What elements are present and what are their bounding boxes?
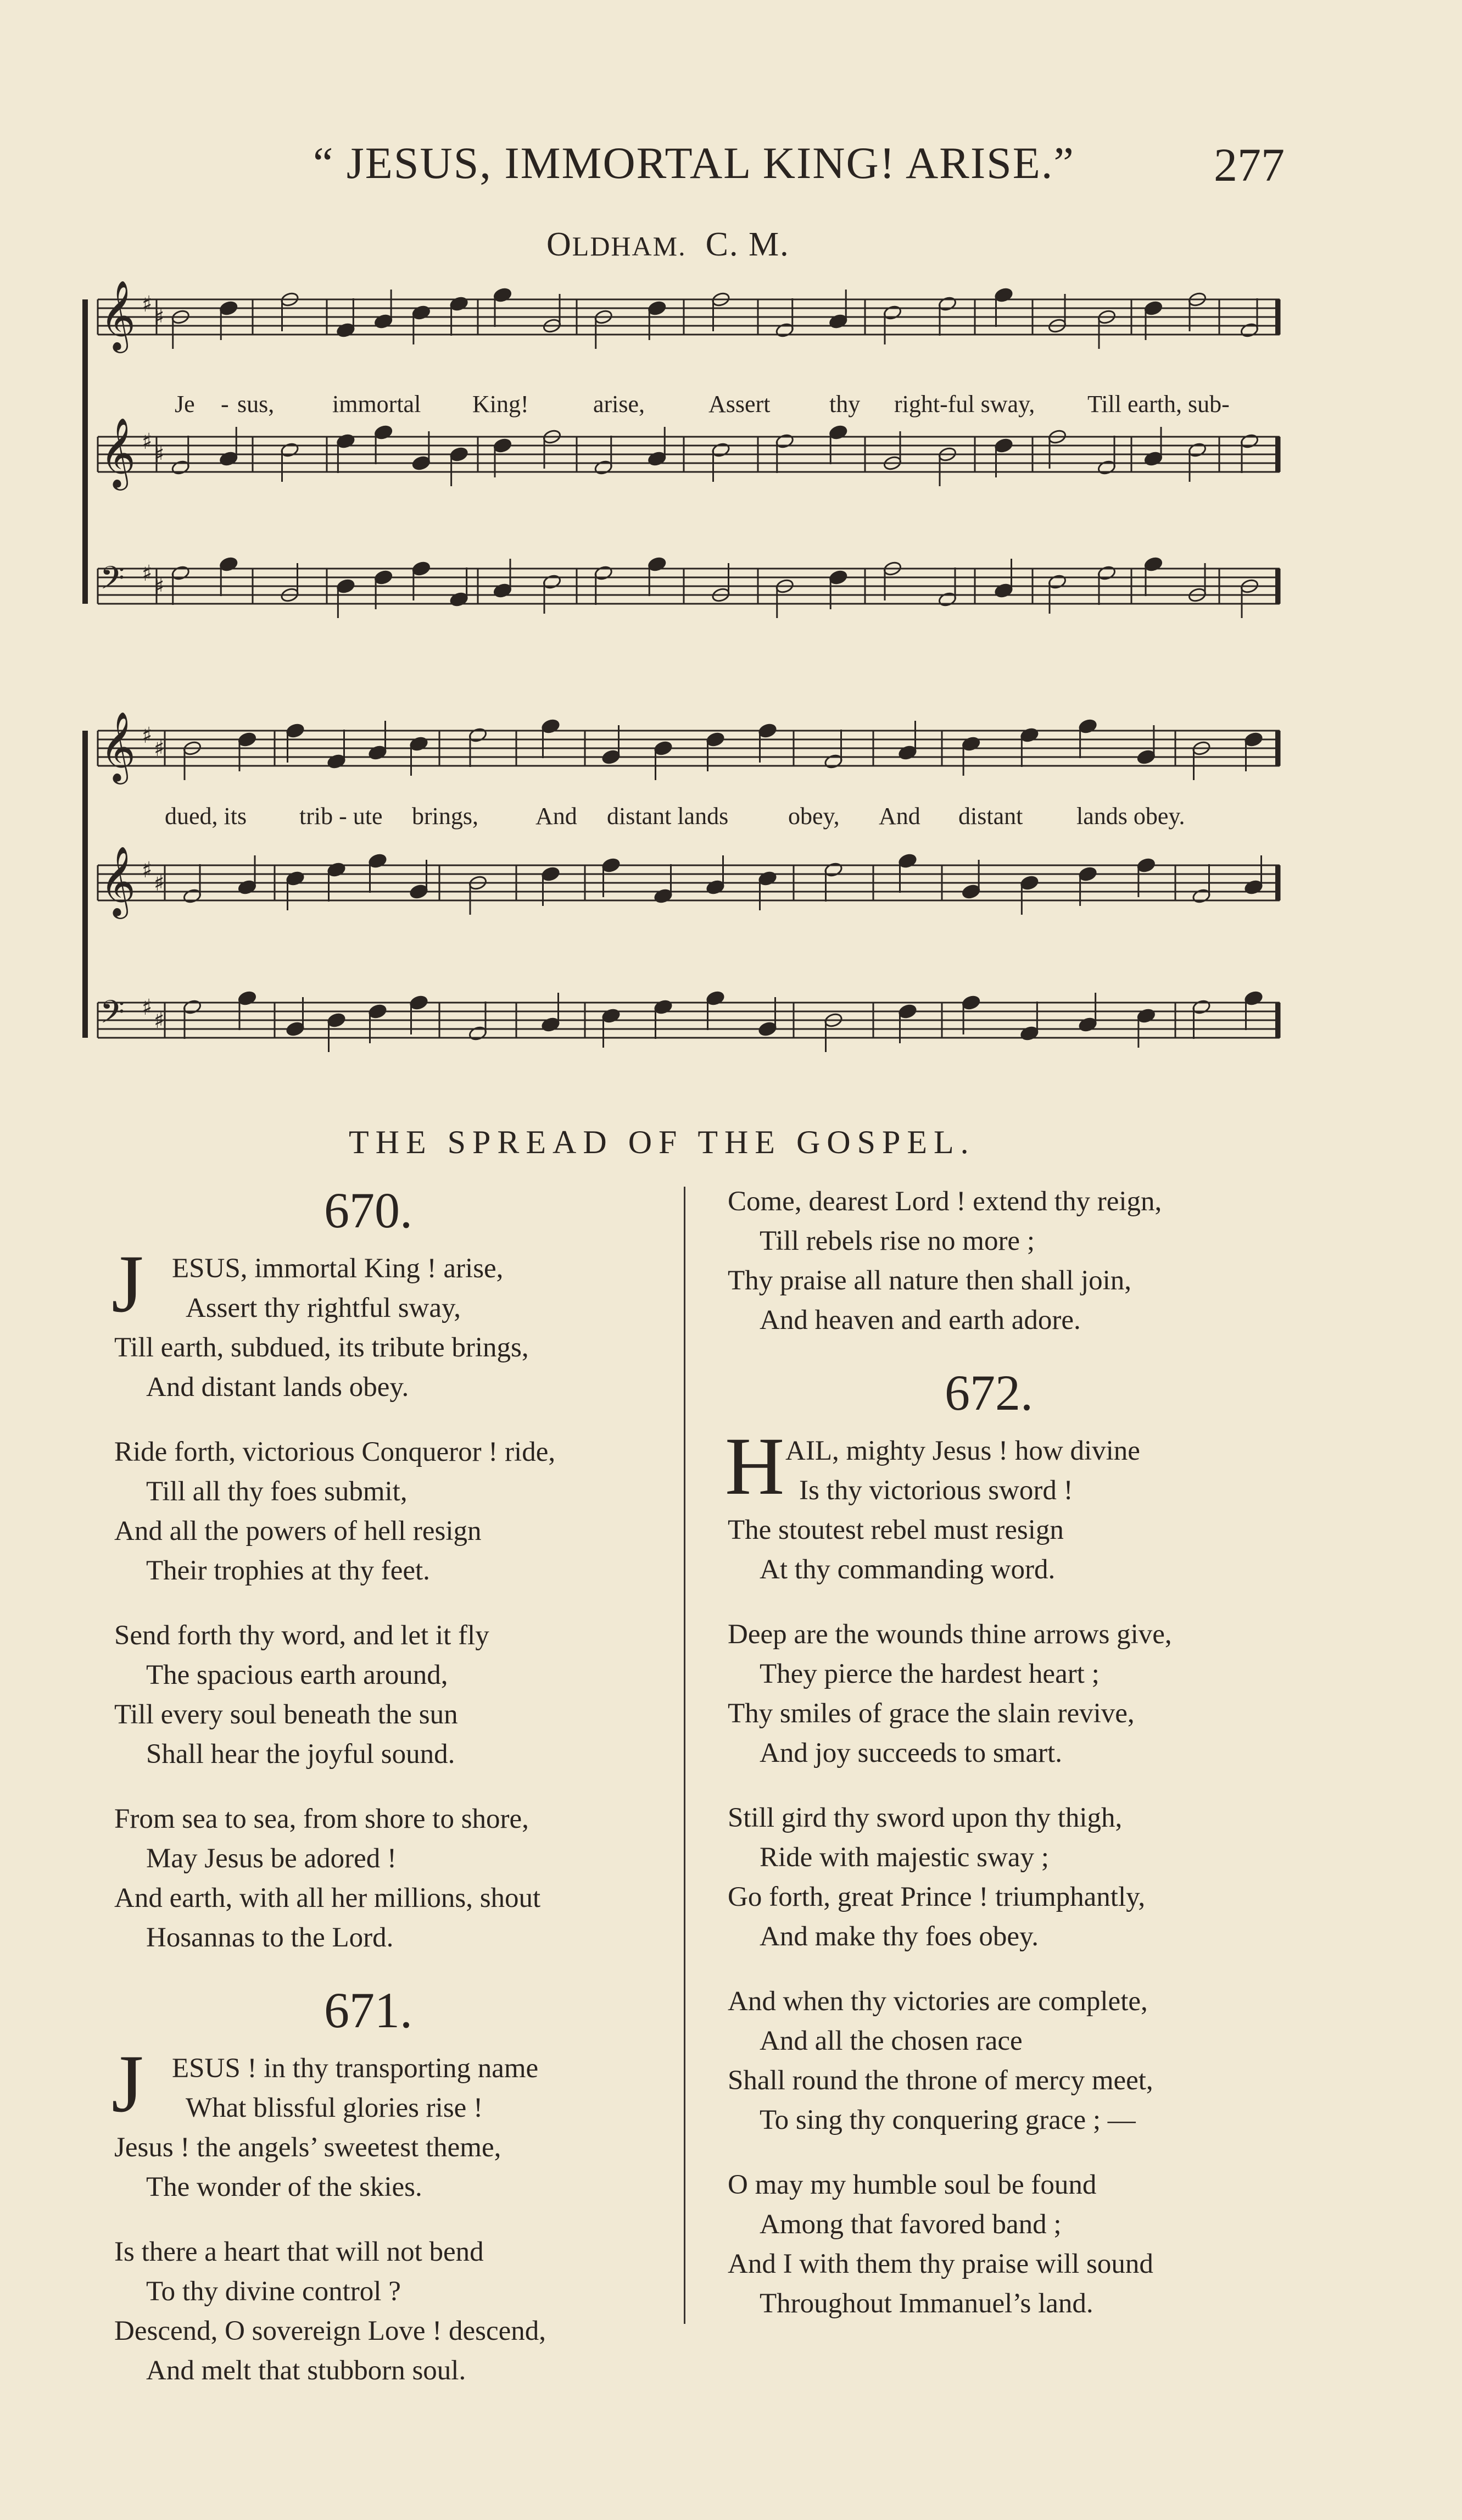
note-head <box>1097 459 1116 475</box>
note-head <box>594 565 613 581</box>
sharp-icon: ♯ <box>154 574 165 599</box>
note-head <box>336 322 355 338</box>
note-head <box>758 722 777 738</box>
hymn-line: The spacious earth around, <box>146 1660 448 1690</box>
note-head <box>327 753 346 769</box>
hymn-line: From sea to sea, from shore to shore, <box>114 1804 529 1834</box>
note-head <box>541 866 560 882</box>
note-head <box>182 888 202 904</box>
sharp-icon: ♯ <box>142 292 153 317</box>
lyric-syllable: lands obey. <box>1076 803 1185 830</box>
note-head <box>219 300 238 316</box>
note-head <box>449 591 468 607</box>
note-head <box>493 582 512 598</box>
note-head <box>368 1003 387 1019</box>
sharp-icon: ♯ <box>154 871 165 896</box>
hymn-line: The wonder of the skies. <box>146 2172 422 2202</box>
note-head <box>219 450 238 466</box>
hymn-line: To sing thy conquering grace ; — <box>760 2105 1136 2135</box>
note-head <box>286 870 305 886</box>
lyric-syllable: sus, <box>237 391 275 418</box>
note-head <box>962 994 981 1010</box>
note-head <box>409 994 428 1010</box>
note-head <box>898 1003 917 1019</box>
note-head <box>493 287 512 303</box>
hymn-line: Jesus ! the angels’ sweetest theme, <box>114 2132 501 2163</box>
hymn-line: They pierce the hardest heart ; <box>760 1659 1100 1689</box>
hymn-line: Ride with majestic sway ; <box>760 1842 1049 1873</box>
final-bar <box>1275 865 1280 900</box>
note-head <box>541 1016 560 1032</box>
note-head <box>541 718 560 734</box>
sharp-icon: ♯ <box>142 858 153 883</box>
sharp-icon: ♯ <box>142 429 153 454</box>
note-head <box>601 857 621 873</box>
note-head <box>829 313 848 329</box>
note-head <box>409 736 428 752</box>
note-head <box>648 300 667 316</box>
section-title: THE SPREAD OF THE GOSPEL. <box>349 1124 975 1160</box>
note-head <box>898 744 917 760</box>
note-head <box>648 450 667 466</box>
note-head <box>654 740 673 756</box>
note-head <box>1244 990 1263 1006</box>
note-head <box>706 990 725 1006</box>
note-head <box>468 727 487 743</box>
hymn-line: Come, dearest Lord ! extend thy reign, <box>728 1186 1162 1217</box>
note-head <box>962 883 981 899</box>
note-head <box>411 455 431 471</box>
note-head <box>1136 749 1156 765</box>
note-head <box>654 999 673 1015</box>
tune-name-rest: LDHAM. <box>572 231 687 262</box>
lyric-syllable: thy <box>829 391 861 418</box>
note-head <box>648 556 667 572</box>
note-head <box>286 722 305 738</box>
note-head <box>493 437 512 453</box>
note-head <box>601 1008 621 1023</box>
sharp-icon: ♯ <box>154 442 165 468</box>
note-head <box>775 433 794 449</box>
lyric-syllable: Je <box>175 391 195 418</box>
note-head <box>237 731 256 747</box>
note-head <box>994 437 1013 453</box>
lyric-syllable: dued, its <box>165 803 247 830</box>
note-head <box>1192 888 1211 904</box>
bass-clef-icon: 𝄢 <box>100 559 125 604</box>
hymn-line: May Jesus be adored ! <box>146 1843 397 1874</box>
sharp-icon: ♯ <box>154 736 165 761</box>
note-head <box>468 1025 487 1041</box>
column-rule <box>684 1187 685 2324</box>
hymn-line: Till earth, subdued, its tribute brings, <box>114 1332 529 1363</box>
music-score <box>0 0 1462 1099</box>
lyric-syllable: - <box>221 391 229 418</box>
hymn-line: Their trophies at thy feet. <box>146 1555 430 1586</box>
lyric-syllable: obey, <box>788 803 840 830</box>
lyric-syllable: trib - ute <box>299 803 383 830</box>
note-head <box>1020 727 1039 743</box>
hymn-line: Thy praise all nature then shall join, <box>728 1265 1132 1296</box>
drop-cap: J <box>111 2038 144 2129</box>
hymn-line: And all the chosen race <box>760 2026 1023 2056</box>
bass-clef-icon: 𝄢 <box>100 993 125 1038</box>
final-bar <box>1275 569 1280 604</box>
note-head <box>374 313 393 329</box>
running-title: “ JESUS, IMMORTAL KING! ARISE.” <box>313 138 1075 188</box>
note-head <box>280 442 299 458</box>
hymn-line: And all the powers of hell resign <box>114 1516 482 1547</box>
note-head <box>336 433 355 449</box>
note-head <box>171 459 190 475</box>
note-head <box>758 1021 777 1037</box>
final-bar <box>1275 731 1280 766</box>
note-head <box>706 879 725 895</box>
hymn-line: Shall hear the joyful sound. <box>146 1739 455 1770</box>
note-head <box>182 999 202 1015</box>
note-head <box>1078 718 1097 734</box>
treble-clef-icon: 𝄞 <box>100 845 136 916</box>
hymn-line: Shall round the throne of mercy meet, <box>728 2065 1153 2096</box>
hymn-line: Assert thy rightful sway, <box>186 1293 461 1323</box>
note-head <box>1143 556 1163 572</box>
note-head <box>775 322 794 338</box>
note-head <box>758 870 777 886</box>
note-head <box>374 424 393 440</box>
note-head <box>411 304 431 320</box>
note-head <box>1097 565 1116 581</box>
note-head <box>1047 574 1067 589</box>
note-head <box>824 861 843 877</box>
hymn-line: Still gird thy sword upon thy thigh, <box>728 1803 1123 1833</box>
hymn-line: Throughout Immanuel’s land. <box>760 2288 1093 2319</box>
note-head <box>219 556 238 572</box>
note-head <box>706 731 725 747</box>
note-head <box>994 287 1013 303</box>
hymn-line: AIL, mighty Jesus ! how divine <box>785 1436 1140 1466</box>
hymn-line: And melt that stubborn soul. <box>146 2355 466 2386</box>
tune-name-initial: O <box>546 226 572 263</box>
lyric-syllable: arise, <box>593 391 645 418</box>
system-bracket <box>82 299 88 604</box>
note-head <box>1143 450 1163 466</box>
hymn-line: Is thy victorious sword ! <box>799 1475 1073 1506</box>
hymn-line: Till rebels rise no more ; <box>760 1226 1035 1256</box>
treble-clef-icon: 𝄞 <box>100 280 136 350</box>
note-head <box>336 578 355 594</box>
note-head <box>1136 857 1156 873</box>
hymn-line: At thy commanding word. <box>760 1554 1056 1585</box>
drop-cap: J <box>111 1238 144 1329</box>
note-head <box>327 861 346 877</box>
note-head <box>1240 322 1259 338</box>
note-head <box>1078 866 1097 882</box>
sharp-icon: ♯ <box>154 305 165 330</box>
note-head <box>1187 442 1207 458</box>
hymn-line: The stoutest rebel must resign <box>728 1515 1064 1545</box>
hymn-line: ESUS ! in thy transporting name <box>172 2053 539 2084</box>
note-head <box>237 990 256 1006</box>
note-head <box>829 569 848 585</box>
note-head <box>1192 999 1211 1015</box>
note-head <box>1020 1025 1039 1041</box>
lyric-syllable: Till earth, sub- <box>1087 391 1230 418</box>
lyric-syllable: right-ful sway, <box>894 391 1035 418</box>
hymn-line: Till all thy foes submit, <box>146 1476 408 1507</box>
note-head <box>711 442 730 458</box>
lyric-syllable: King! <box>472 391 529 418</box>
hymn-line: Deep are the wounds thine arrows give, <box>728 1619 1172 1650</box>
hymn-number: 671. <box>324 1982 412 2038</box>
treble-clef-icon: 𝄞 <box>100 711 136 781</box>
hymn-line: Among that favored band ; <box>760 2209 1062 2240</box>
treble-clef-icon: 𝄞 <box>100 417 136 487</box>
note-head <box>654 888 673 904</box>
hymn-line: To thy divine control ? <box>146 2276 401 2307</box>
lyric-syllable: distant <box>958 803 1023 830</box>
hymn-line: And make thy foes obey. <box>760 1921 1039 1952</box>
note-head <box>898 853 917 869</box>
sharp-icon: ♯ <box>154 1008 165 1033</box>
hymn-line: And distant lands obey. <box>146 1372 409 1403</box>
lyric-syllable: Assert <box>708 391 771 418</box>
note-head <box>1143 300 1163 316</box>
hymn-line: Thy smiles of grace the slain revive, <box>728 1698 1135 1729</box>
note-head <box>1020 875 1039 891</box>
note-head <box>286 1021 305 1037</box>
hymn-line: And joy succeeds to smart. <box>760 1738 1062 1768</box>
hymn-line: What blissful glories rise ! <box>186 2093 483 2123</box>
hymn-line: Hosannas to the Lord. <box>146 1922 394 1953</box>
hymn-line: Till every soul beneath the sun <box>114 1699 458 1730</box>
note-head <box>368 744 387 760</box>
note-head <box>449 296 468 311</box>
lyric-syllable: And <box>879 803 920 830</box>
system-bracket <box>82 731 88 1038</box>
lyric-syllable: distant lands <box>607 803 729 830</box>
hymn-line: Go forth, great Prince ! triumphantly, <box>728 1882 1146 1912</box>
lyric-syllable: immortal <box>332 391 421 418</box>
note-head <box>374 569 393 585</box>
note-head <box>601 749 621 765</box>
note-head <box>1136 1008 1156 1023</box>
note-head <box>962 736 981 752</box>
note-head <box>171 565 190 581</box>
note-head <box>938 296 957 311</box>
hymn-line: And when thy victories are complete, <box>728 1986 1148 2017</box>
note-head <box>594 459 613 475</box>
final-bar <box>1275 437 1280 472</box>
hymn-line: And earth, with all her millions, shout <box>114 1883 541 1913</box>
note-head <box>938 591 957 607</box>
hymn-line: And heaven and earth adore. <box>760 1305 1081 1336</box>
note-head <box>1244 879 1263 895</box>
lyric-syllable: And <box>535 803 577 830</box>
sharp-icon: ♯ <box>142 561 153 586</box>
note-head <box>411 560 431 576</box>
note-head <box>542 574 561 589</box>
note-head <box>449 446 468 462</box>
note-head <box>824 753 843 769</box>
hymn-number: 672. <box>945 1365 1033 1421</box>
hymn-number: 670. <box>324 1182 412 1238</box>
drop-cap: H <box>725 1421 785 1512</box>
note-head <box>1240 433 1259 449</box>
note-head <box>327 1012 346 1028</box>
note-head <box>883 304 902 320</box>
note-head <box>1078 1016 1097 1032</box>
hymn-line: Send forth thy word, and let it fly <box>114 1620 489 1651</box>
hymn-line: ESUS, immortal King ! arise, <box>172 1253 504 1284</box>
note-head <box>237 879 256 895</box>
sharp-icon: ♯ <box>142 723 153 748</box>
page-number: 277 <box>1214 138 1285 191</box>
sharp-icon: ♯ <box>142 995 153 1020</box>
hymn-line: Descend, O sovereign Love ! descend, <box>114 2316 546 2346</box>
lyric-syllable: brings, <box>412 803 478 830</box>
note-head <box>409 883 428 899</box>
note-head <box>1244 731 1263 747</box>
final-bar <box>1275 299 1280 335</box>
note-head <box>368 853 387 869</box>
final-bar <box>1275 1003 1280 1038</box>
note-head <box>994 582 1013 598</box>
hymn-line: And I with them thy praise will sound <box>728 2249 1153 2279</box>
hymn-line: Is there a heart that will not bend <box>114 2237 484 2267</box>
tune-meter: C. M. <box>705 226 790 263</box>
note-head <box>829 424 848 440</box>
hymn-line: O may my humble soul be found <box>728 2169 1097 2200</box>
hymn-line: Ride forth, victorious Conqueror ! ride, <box>114 1437 556 1467</box>
